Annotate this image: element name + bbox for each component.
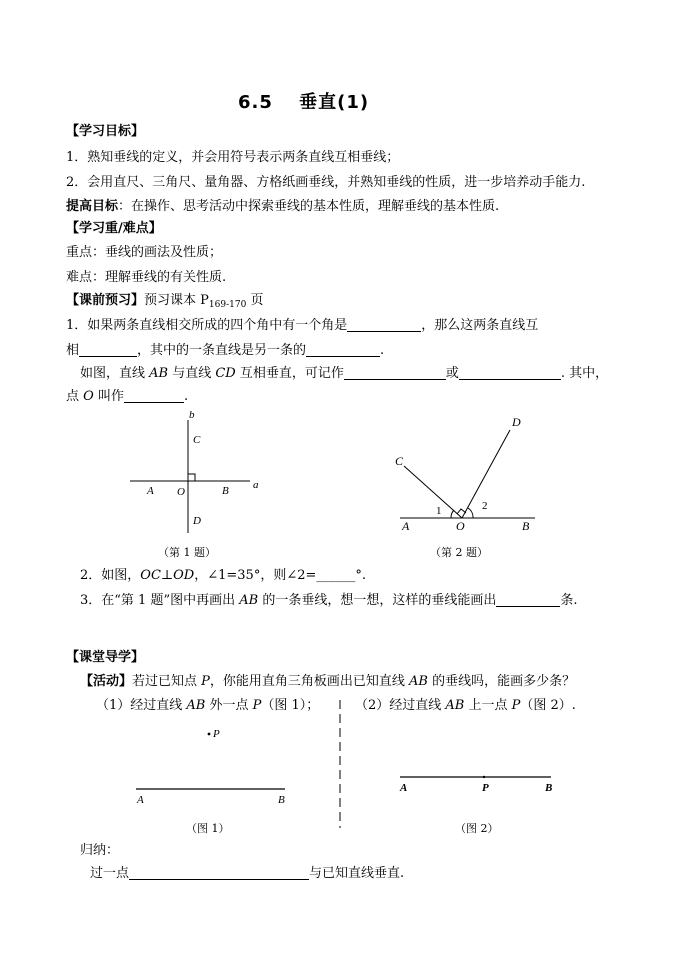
fig-2-label-a: A (400, 782, 408, 794)
summary-blank[interactable] (129, 865, 309, 880)
q1-blank-3[interactable] (306, 342, 380, 357)
activity-fig-2-caption: （图 2） (455, 822, 499, 835)
objective-1: 1．熟知垂线的定义，并会用符号表示两条直线互相垂线； (66, 150, 400, 165)
summary-line (90, 864, 404, 884)
q1-cd: CD (215, 366, 236, 381)
case1-text-a: （1）经过直线 (96, 698, 187, 713)
page-title: 6.5 垂直(1) (238, 92, 370, 113)
q1-o: O (83, 389, 94, 404)
q1-text-c: 相 (66, 343, 80, 358)
activity-line (80, 672, 575, 692)
dashed-divider (335, 700, 345, 830)
q2-text-b: ，∠1=35°，则∠2=______°. (194, 568, 367, 583)
case1-text-b: 外一点 (205, 698, 253, 713)
case2-p: P (511, 698, 521, 713)
q1-blank-5[interactable] (459, 365, 561, 380)
q2-oc: OC (140, 568, 161, 583)
fig1-label-d: D (193, 515, 201, 527)
q1-text-e: . (380, 343, 385, 358)
extra-text: ：在操作、思考活动中探索垂线的基本性质，理解垂线的基本性质. (118, 199, 500, 214)
q1-text-g: 与直线 (168, 366, 216, 381)
fig1-label-c: C (193, 434, 201, 446)
summary-label: 归纳： (80, 843, 120, 858)
fig2-caption: （第 2 题） (430, 546, 488, 559)
fig1-right-angle (188, 474, 195, 481)
preview-text: 预习课本 P (144, 293, 209, 308)
fig1-caption: （第 1 题） (158, 546, 216, 559)
fig1-label-a-point: A (147, 485, 154, 497)
q1-line-4 (66, 387, 188, 407)
q3-text-a: 3．在“第 1 题”图中再画出 (80, 593, 240, 608)
summary-text-a: 过一点 (90, 866, 130, 881)
fig2-label-c: C (395, 454, 404, 468)
fig2-label-a: A (402, 519, 410, 533)
objective-2: 2．会用直尺、三角尺、量角器、方格纸画垂线，并熟知垂线的性质，进一步培养动手能力. (66, 175, 586, 190)
q3-line (80, 591, 577, 611)
q1-text-or: 或 (445, 366, 459, 381)
extra-objective (66, 197, 499, 217)
summary-text-b: 与已知直线垂直. (309, 866, 405, 881)
q3-blank[interactable] (496, 592, 560, 607)
q1-text-k: 叫作 (93, 389, 124, 404)
activity-label: 【活动】 (80, 674, 133, 689)
objectives-header: 【学习目标】 (66, 124, 145, 139)
q3-text-c: 条. (560, 593, 578, 608)
fig-2-label-p: P (482, 782, 489, 794)
classroom-header: 【课堂导学】 (66, 650, 145, 665)
activity-figure-1 (128, 722, 303, 812)
q1-blank-4[interactable] (344, 365, 446, 380)
case2-text-a: （2）经过直线 (355, 698, 446, 713)
q1-blank-1[interactable] (347, 317, 421, 332)
q1-text-h: 互相垂直，可记作 (235, 366, 344, 381)
activity-fig-1-caption: （图 1） (186, 822, 230, 835)
q1-line-1 (66, 316, 538, 336)
preview-header: 【课前预习】 (66, 293, 145, 308)
q2-text-a: 2．如图， (80, 568, 141, 583)
fig2-label-b: B (522, 519, 530, 533)
q1-blank-2[interactable] (79, 342, 137, 357)
q1-line-2 (66, 341, 384, 361)
q2-perp: ⊥ (160, 568, 174, 583)
fig-1-point-p (208, 733, 211, 736)
fig-1-label-b: B (278, 794, 285, 806)
q3-text-b: 的一条垂线，想一想，这样的垂线能画出 (258, 593, 497, 608)
key-point: 重点：垂线的画法及性质； (66, 245, 223, 260)
fig-2-point-p (483, 776, 485, 778)
figure-1 (120, 408, 270, 538)
fig-1-label-a: A (137, 794, 144, 806)
difficult-point: 难点：理解垂线的有关性质. (66, 270, 227, 285)
q1-text-j: 点 (66, 389, 84, 404)
q1-text-d: ，其中的一条直线是另一条的 (137, 343, 307, 358)
preview-line (66, 291, 263, 315)
figure-2 (390, 408, 550, 538)
case2-text-b: 上一点 (464, 698, 512, 713)
q1-blank-6[interactable] (124, 388, 184, 403)
fig2-label-d: D (512, 415, 521, 429)
fig2-label-o: O (456, 519, 465, 533)
fig1-label-b: b (189, 409, 195, 421)
case1-p: P (252, 698, 262, 713)
q1-text-i: . 其中， (560, 366, 609, 381)
fig2-angle-2-arc (468, 508, 473, 518)
fig-2-label-b: B (545, 782, 553, 794)
activity-text2: ，你能用直角三角板画出已知直线 (209, 674, 410, 689)
fig1-label-o: O (177, 486, 185, 498)
activity-ab: AB (409, 674, 428, 689)
case2-text-c: （图 2）. (520, 698, 576, 713)
fig1-label-b-point: B (222, 485, 229, 497)
preview-suffix: 页 (246, 293, 264, 308)
q1-text-a: 1．如果两条直线相交所成的四个角中有一个角是 (66, 318, 348, 333)
activity-figure-2 (395, 765, 565, 805)
preview-pages: 169-170 (208, 300, 247, 310)
q1-text-f: 如图，直线 (80, 366, 150, 381)
case-2-line (355, 696, 576, 716)
case1-text-c: （图 1）； (261, 698, 320, 713)
extra-label: 提高目标 (66, 199, 119, 214)
case1-ab: AB (186, 698, 206, 713)
fig1-label-a: a (253, 479, 259, 491)
activity-p: P (201, 674, 210, 689)
q1-text-b: ，那么这两条直线互 (421, 318, 539, 333)
q2-line (80, 566, 366, 586)
q1-line-3 (80, 364, 608, 384)
case-1-line (96, 696, 319, 716)
fig2-angle-1-arc (451, 510, 454, 518)
q1-text-l: . (183, 389, 189, 404)
fig2-label-2: 2 (482, 500, 488, 512)
fig-1-label-p: P (213, 728, 220, 740)
activity-text: 若过已知点 (132, 674, 202, 689)
q1-ab: AB (149, 366, 169, 381)
key-header: 【学习重/难点】 (66, 221, 162, 236)
activity-text3: 的垂线吗，能画多少条？ (428, 674, 576, 689)
case2-ab: AB (445, 698, 465, 713)
q2-od: OD (173, 568, 195, 583)
fig2-label-1: 1 (436, 505, 442, 517)
q3-ab: AB (239, 593, 259, 608)
